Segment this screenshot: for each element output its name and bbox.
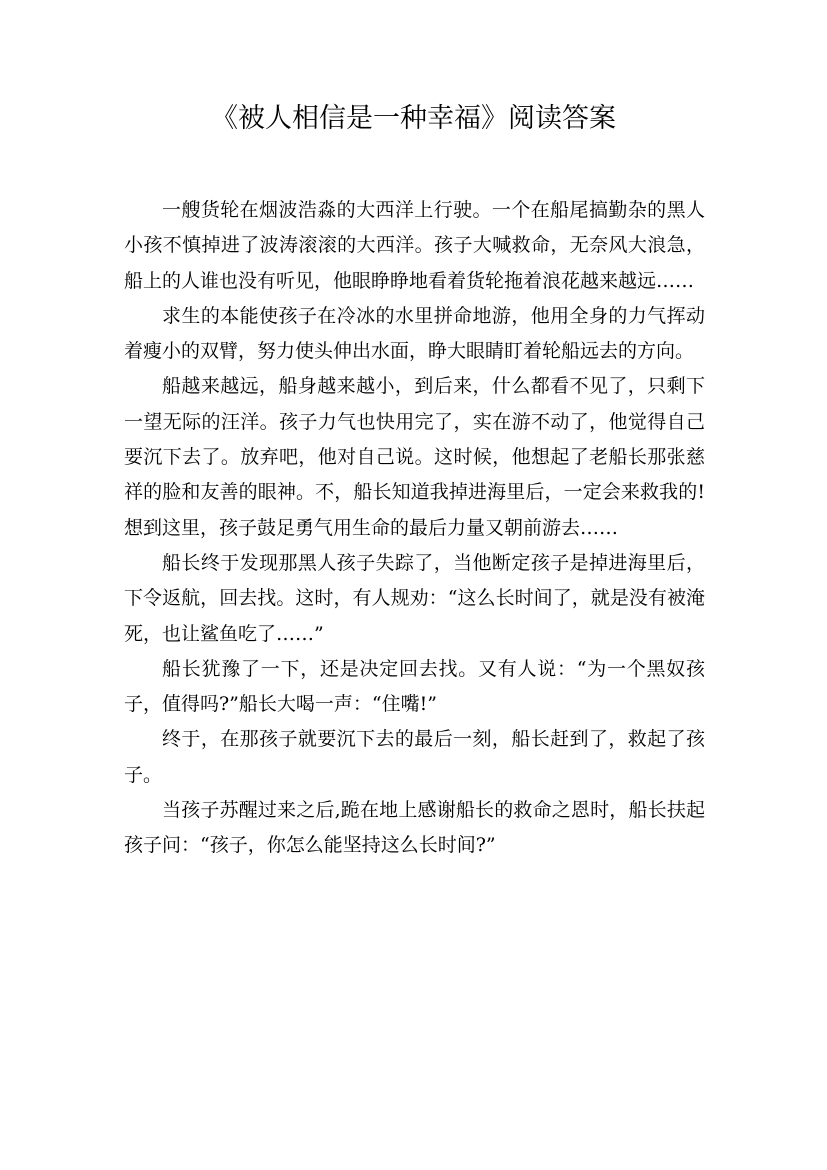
- paragraph: 船长犹豫了一下，还是决定回去找。又有人说：“为一个黑奴孩子，值得吗?”船长大喝一声：“住嘴!”: [124, 657, 705, 716]
- paragraph: 船长终于发现那黑人孩子失踪了，当他断定孩子是掉进海里后，下令返航，回去找。这时，有人规劝：“这么长时间了，就是没有被淹死，也让鲨鱼吃了……”: [124, 551, 705, 645]
- paragraph: 一艘货轮在烟波浩淼的大西洋上行驶。一个在船尾搞勤杂的黑人小孩不慎掉进了波涛滚滚的大西洋。孩子大喊救命，无奈风大浪急，船上的人谁也没有听见，他眼睁睁地看着货轮拖着浪花越来越远……: [124, 199, 705, 292]
- paragraph: 求生的本能使孩子在冷冰的水里拼命地游，他用全身的力气挥动着瘦小的双臂，努力使头伸出水面，睁大眼睛盯着轮船远去的方向。: [124, 304, 705, 363]
- document-title: 《被人相信是一种幸福》阅读答案: [211, 103, 616, 134]
- paragraph: 终于，在那孩子就要沉下去的最后一刻，船长赶到了，救起了孩子。: [124, 728, 705, 786]
- paragraph: 当孩子苏醒过来之后,跪在地上感谢船长的救命之恩时，船长扶起孩子问：“孩子，你怎么能坚持这么长时间?”: [124, 799, 705, 857]
- paragraph: 船越来越远，船身越来越小，到后来，什么都看不见了，只剩下一望无际的汪洋。孩子力气也快用完了，实在游不动了，他觉得自己要沉下去了。放弃吧，他对自己说。这时候，他想起了老船长那张慈祥的脸和友善的眼神。不，船长知道我掉进海里后，一定会来救我的!想到这里，孩子鼓足勇气用生命的最后力量又朝前游去……: [124, 375, 705, 539]
- document-body: [124, 193, 705, 864]
